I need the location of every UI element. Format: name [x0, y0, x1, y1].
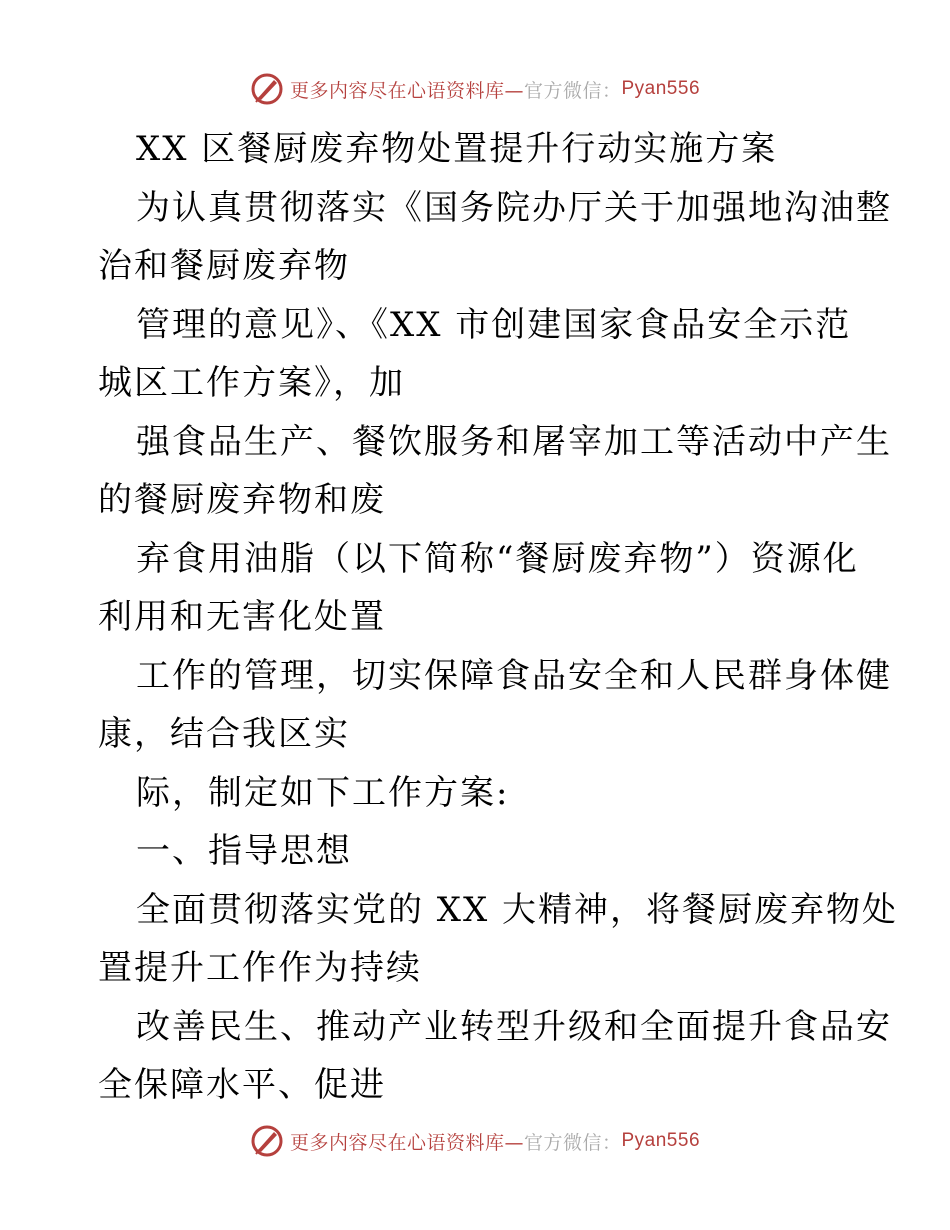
watermark-main-text: 更多内容尽在心语资料库—: [289, 79, 524, 102]
watermark-main-text: 更多内容尽在心语资料库—: [289, 1131, 524, 1154]
section-heading: 一、指导思想: [136, 831, 352, 871]
watermark-tail-text: 官方微信：: [523, 1131, 622, 1154]
paragraph-line: 全面贯彻落实党的 XX 大精神，将餐厨废弃物处: [136, 889, 899, 930]
document-title: XX 区餐厨废弃物处置提升行动实施方案: [136, 129, 778, 169]
footer-watermark: [0, 1124, 950, 1158]
paragraph-line: 治和餐厨废弃物: [98, 246, 350, 286]
paragraph-line: 全保障水平、促进: [98, 1065, 386, 1105]
paragraph-line: 的餐厨废弃物和废: [98, 480, 386, 520]
paragraph-line: 置提升工作作为持续: [98, 948, 422, 988]
paragraph-line: 为认真贯彻落实《国务院办厅关于加强地沟油整: [136, 187, 892, 228]
header-watermark: [0, 72, 950, 106]
paragraph-line: 康，结合我区实: [98, 714, 350, 754]
paragraph-line: 城区工作方案》，加: [98, 363, 405, 403]
watermark-tail-text: 官方微信：: [523, 79, 622, 102]
quill-pen-icon: [250, 72, 284, 106]
paragraph-line: 弃食用油脂（以下简称“餐厨废弃物”）资源化: [136, 538, 859, 579]
paragraph-line: 际，制定如下工作方案:: [136, 772, 510, 813]
quill-pen-icon: [250, 1124, 284, 1158]
paragraph-line: 强食品生产、餐饮服务和屠宰加工等活动中产生: [136, 421, 892, 462]
paragraph-line: 管理的意见》、《XX 市创建国家食品安全示范: [136, 304, 852, 345]
paragraph-line: 改善民生、推动产业转型升级和全面提升食品安: [136, 1006, 892, 1047]
paragraph-line: 利用和无害化处置: [98, 597, 386, 637]
watermark-wechat-id: Pyan556: [621, 78, 701, 99]
paragraph-line: 工作的管理，切实保障食品安全和人民群身体健: [136, 655, 892, 696]
watermark-wechat-id: Pyan556: [621, 1130, 701, 1151]
document-body: [98, 120, 899, 1115]
